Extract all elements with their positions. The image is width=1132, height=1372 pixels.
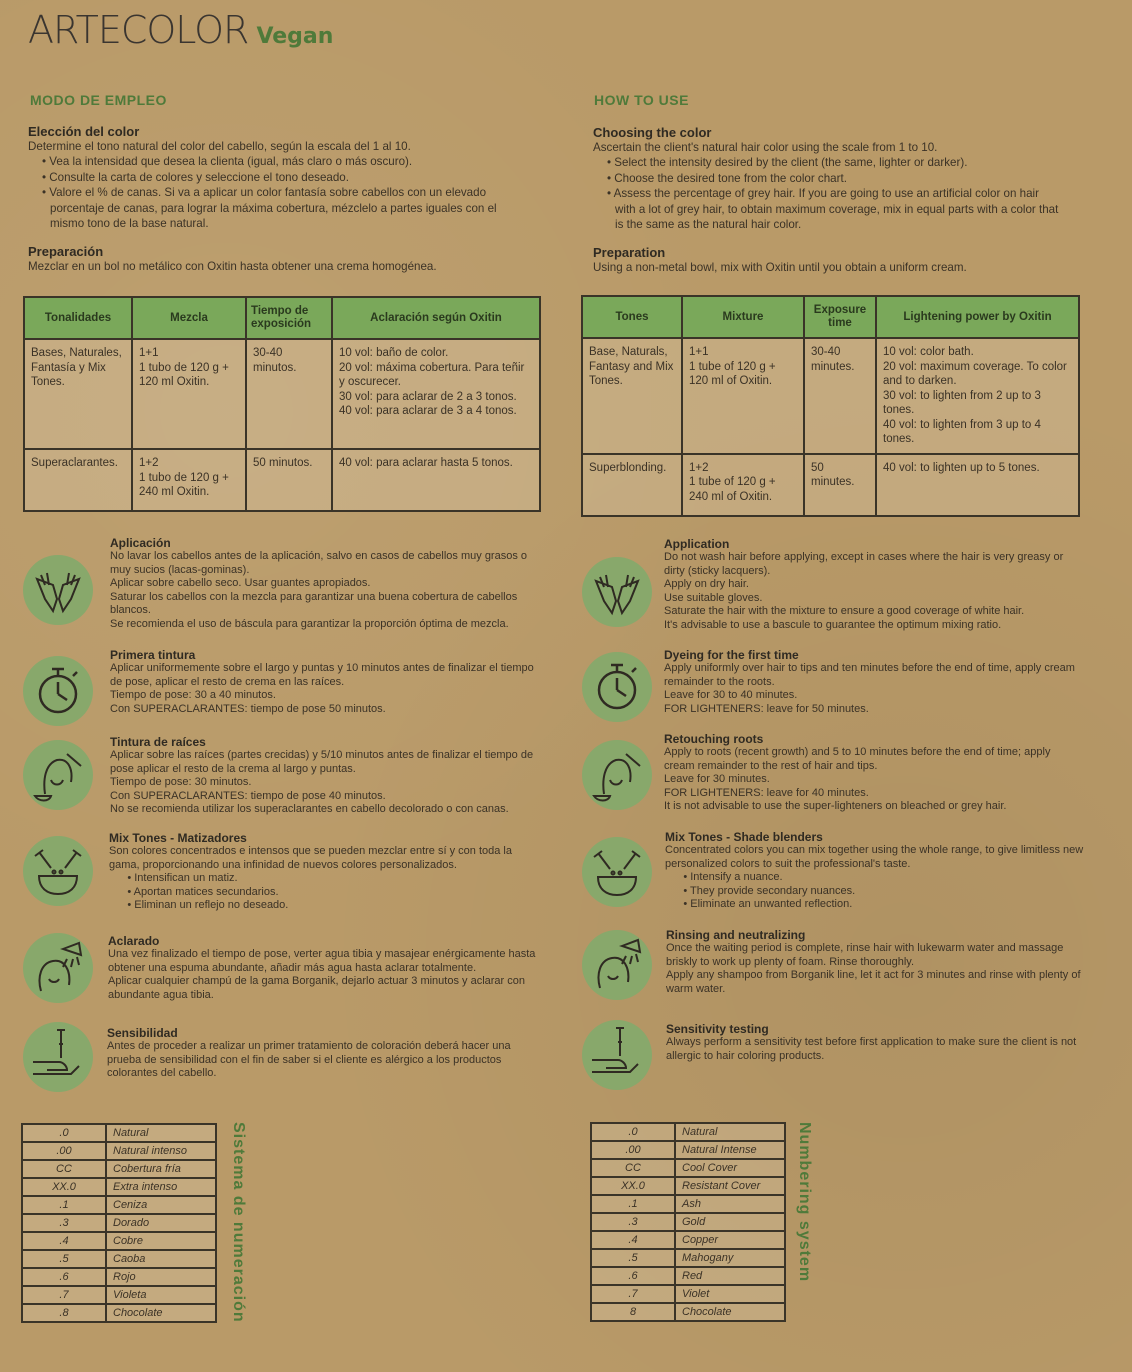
numbering-row bbox=[22, 1142, 216, 1160]
step-body: Always perform a sensitivity test before first application to make sure the client is not allergic to hair coloring products. bbox=[666, 1036, 1077, 1062]
numbering-row bbox=[591, 1249, 785, 1267]
es-prep-title: Preparación bbox=[28, 243, 104, 259]
numbering-name: Caoba bbox=[106, 1250, 216, 1268]
timer-icon bbox=[582, 652, 652, 722]
numbering-row bbox=[591, 1159, 785, 1177]
numbering-name: Cobre bbox=[106, 1232, 216, 1250]
table-cell: Base, Naturals, Fantasy and Mix Tones. bbox=[582, 338, 682, 454]
table-cell: 1+1 1 tubo de 120 g + 120 ml Oxitin. bbox=[132, 339, 246, 449]
step-body: Apply to roots (recent growth) and 5 to 10 minutes before the end of time; apply cream remainder to the rest of hair and tips. Leave for 30 minutes. FOR LIGHTENERS: leave for 40 minutes. It is not advisable to use the super-lighteners on bleached or grey hair. bbox=[664, 746, 1051, 813]
numbering-code: .7 bbox=[22, 1286, 106, 1304]
numbering-name: Mahogany bbox=[675, 1249, 785, 1267]
step-title: Sensitivity testing bbox=[666, 1022, 769, 1036]
numbering-name: Natural bbox=[675, 1123, 785, 1141]
table-row bbox=[582, 338, 1079, 454]
numbering-code: CC bbox=[591, 1159, 675, 1177]
es-choosing-title: Elección del color bbox=[28, 124, 140, 139]
numbering-name: Gold bbox=[675, 1213, 785, 1231]
timer-icon bbox=[23, 656, 93, 726]
es-step bbox=[107, 1026, 539, 1081]
root-application-icon bbox=[23, 740, 93, 810]
table-header: Mezcla bbox=[132, 297, 246, 339]
step-title: Application bbox=[664, 537, 730, 551]
brand-logo bbox=[28, 8, 333, 52]
numbering-row bbox=[591, 1231, 785, 1249]
table-header: Mixture bbox=[682, 296, 804, 338]
table-cell: Bases, Naturales, Fantasía y Mix Tones. bbox=[24, 339, 132, 449]
brand-name: ARTECOLOR bbox=[28, 8, 249, 52]
numbering-row bbox=[591, 1195, 785, 1213]
step-body: Apply uniformly over hair to tips and ten minutes before the end of time, apply cream remainder to the roots. Leave for 30 to 40 minutes. FOR LIGHTENERS: leave for 50 minutes. bbox=[664, 662, 1075, 715]
table-cell: Superaclarantes. bbox=[24, 449, 132, 511]
numbering-code: .1 bbox=[591, 1195, 675, 1213]
en-numbering-title: Numbering system bbox=[796, 1122, 813, 1283]
numbering-name: Chocolate bbox=[106, 1304, 216, 1322]
table-cell: 10 vol: baño de color. 20 vol: máxima cobertura. Para teñir y oscurecer. 30 vol: para aclarar de 2 a 3 tonos. 40 vol: para aclarar de 3 a 4 tonos. bbox=[332, 339, 540, 449]
gloves-icon bbox=[582, 557, 652, 627]
es-step bbox=[110, 536, 540, 632]
step-title: Mix Tones - Shade blenders bbox=[665, 830, 823, 844]
table-header: Lightening power by Oxitin bbox=[876, 296, 1079, 338]
numbering-code: 8 bbox=[591, 1303, 675, 1321]
numbering-name: Extra intenso bbox=[106, 1178, 216, 1196]
en-numbering-table bbox=[590, 1122, 786, 1322]
numbering-code: .7 bbox=[591, 1285, 675, 1303]
step-body: Concentrated colors you can mix together using the whole range, to give limitless new personalized colors to suit the professional's taste. • Intensify a nuance. • They provide secondary nuances. • Eliminate an unwanted reflection. bbox=[665, 844, 1084, 911]
numbering-name: Ceniza bbox=[106, 1196, 216, 1214]
en-step bbox=[664, 732, 1084, 814]
numbering-row bbox=[22, 1160, 216, 1178]
es-step bbox=[109, 831, 539, 913]
numbering-name: Resistant Cover bbox=[675, 1177, 785, 1195]
numbering-code: .0 bbox=[22, 1124, 106, 1142]
numbering-row bbox=[22, 1232, 216, 1250]
table-cell: Superblonding. bbox=[582, 454, 682, 516]
table-cell: 40 vol: to lighten up to 5 tones. bbox=[876, 454, 1079, 516]
numbering-name: Cobertura fría bbox=[106, 1160, 216, 1178]
es-prep-text: Mezclar en un bol no metálico con Oxitin hasta obtener una crema homogénea. bbox=[28, 259, 437, 273]
sensitivity-test-icon bbox=[582, 1020, 652, 1090]
table-cell: 1+1 1 tube of 120 g + 120 ml of Oxitin. bbox=[682, 338, 804, 454]
table-cell: 10 vol: color bath. 20 vol: maximum coverage. To color and to darken. 30 vol: to lighten from 2 up to 3 tones. 40 vol: to lighten from 3 up to 4 tones. bbox=[876, 338, 1079, 454]
en-choosing-title: Choosing the color bbox=[593, 125, 712, 140]
numbering-row bbox=[591, 1213, 785, 1231]
step-title: Mix Tones - Matizadores bbox=[109, 831, 247, 845]
numbering-name: Natural Intense bbox=[675, 1141, 785, 1159]
numbering-row bbox=[591, 1267, 785, 1285]
en-step bbox=[664, 537, 1084, 633]
step-body: Una vez finalizado el tiempo de pose, verter agua tibia y masajear enérgicamente hasta obtener una espuma abundante, añadir más agua hasta aclarar totalmente. Aplicar cualquier champú de la gama Borganik, dejarlo actuar 3 minutos y aclarar con abundante agua tibia. bbox=[108, 948, 536, 1001]
numbering-row bbox=[22, 1268, 216, 1286]
step-title: Tintura de raíces bbox=[110, 735, 206, 749]
table-header: Exposure time bbox=[804, 296, 876, 338]
mix-bowl-icon bbox=[23, 836, 93, 906]
en-prep-text: Using a non-metal bowl, mix with Oxitin until you obtain a uniform cream. bbox=[593, 260, 967, 274]
numbering-code: .5 bbox=[22, 1250, 106, 1268]
step-body: Son colores concentrados e intensos que se pueden mezclar entre sí y con toda la gama, proporcionando una infinidad de nuevos colores personalizados. • Intensifican un matiz. • Aportan matices secundarios. • Eliminan un reflejo no deseado. bbox=[109, 845, 512, 912]
table-header: Tones bbox=[582, 296, 682, 338]
numbering-code: .00 bbox=[22, 1142, 106, 1160]
numbering-code: .5 bbox=[591, 1249, 675, 1267]
en-bullet: • Assess the percentage of grey hair. If you are going to use an artificial color on hair with a lot of grey hair, to obtain maximum coverage, mix in equal parts with a color that is the same as the natural hair color. bbox=[607, 187, 1059, 231]
en-section-title: HOW TO USE bbox=[594, 92, 689, 108]
es-step bbox=[110, 735, 540, 817]
rinse-icon bbox=[23, 933, 93, 1003]
en-step bbox=[665, 830, 1085, 912]
step-title: Primera tintura bbox=[110, 648, 196, 662]
es-mixing-table bbox=[23, 296, 541, 512]
numbering-row bbox=[22, 1196, 216, 1214]
numbering-code: .4 bbox=[591, 1231, 675, 1249]
step-title: Rinsing and neutralizing bbox=[666, 928, 806, 942]
es-bullet: • Consulte la carta de colores y seleccione el tono deseado. bbox=[42, 170, 349, 184]
numbering-row bbox=[22, 1304, 216, 1322]
step-title: Dyeing for the first time bbox=[664, 648, 799, 662]
numbering-row bbox=[591, 1177, 785, 1195]
table-row bbox=[24, 449, 540, 511]
numbering-code: .4 bbox=[22, 1232, 106, 1250]
numbering-code: .0 bbox=[591, 1123, 675, 1141]
numbering-name: Cool Cover bbox=[675, 1159, 785, 1177]
step-body: Aplicar sobre las raíces (partes crecidas) y 5/10 minutos antes de finalizar el tiempo de pose aplicar el resto de la crema al largo y puntas. Tiempo de pose: 30 minutos. Con SUPERACLARANTES: tiempo de pose 40 minutos. No se recomienda utilizar los superaclarantes en cabello decolorado o con canas. bbox=[110, 749, 534, 816]
numbering-code: CC bbox=[22, 1160, 106, 1178]
numbering-code: .6 bbox=[591, 1267, 675, 1285]
numbering-row bbox=[22, 1214, 216, 1232]
es-section-title: MODO DE EMPLEO bbox=[30, 92, 167, 108]
table-row bbox=[582, 454, 1079, 516]
table-header: Tonalidades bbox=[24, 297, 132, 339]
step-title: Sensibilidad bbox=[107, 1026, 178, 1040]
es-step bbox=[110, 648, 540, 716]
es-bullet: • Vea la intensidad que desea la clienta (igual, más claro o más oscuro). bbox=[42, 155, 413, 168]
en-step bbox=[666, 928, 1086, 996]
numbering-name: Dorado bbox=[106, 1214, 216, 1232]
step-body: Antes de proceder a realizar un primer tratamiento de coloración deberá hacer una prueba de sensibilidad con el fin de saber si el cliente es alérgico a los productos colorantes del cabello. bbox=[107, 1040, 511, 1080]
numbering-row bbox=[591, 1141, 785, 1159]
en-prep-title: Preparation bbox=[593, 244, 666, 260]
numbering-row bbox=[591, 1123, 785, 1141]
numbering-code: .1 bbox=[22, 1196, 106, 1214]
rinse-icon bbox=[582, 930, 652, 1000]
numbering-name: Natural bbox=[106, 1124, 216, 1142]
numbering-row bbox=[591, 1285, 785, 1303]
en-step bbox=[666, 1022, 1086, 1063]
en-bullet: • Choose the desired tone from the color chart. bbox=[607, 171, 847, 185]
step-body: Once the waiting period is complete, rinse hair with lukewarm water and massage briskly to work up plenty of foam. Rinse thoroughly. Apply any shampoo from Borganik line, let it act for 3 minutes and rinse with plenty of warm water. bbox=[666, 942, 1081, 995]
step-title: Aplicación bbox=[110, 536, 171, 550]
root-application-icon bbox=[582, 740, 652, 810]
numbering-row bbox=[22, 1124, 216, 1142]
numbering-name: Red bbox=[675, 1267, 785, 1285]
numbering-name: Chocolate bbox=[675, 1303, 785, 1321]
en-mixing-table bbox=[581, 295, 1080, 517]
gloves-icon bbox=[23, 555, 93, 625]
numbering-row bbox=[22, 1286, 216, 1304]
numbering-name: Violeta bbox=[106, 1286, 216, 1304]
en-choosing-text: Ascertain the client's natural hair color using the scale from 1 to 10. bbox=[593, 141, 938, 154]
es-bullet: • Valore el % de canas. Si va a aplicar un color fantasía sobre cabellos con un elevado porcentaje de canas, para lograr la máxima cobertura, mézclelo a partes iguales con el mismo tono de la base natural. bbox=[42, 186, 497, 230]
numbering-row bbox=[22, 1250, 216, 1268]
numbering-name: Violet bbox=[675, 1285, 785, 1303]
table-cell: 1+2 1 tubo de 120 g + 240 ml Oxitin. bbox=[132, 449, 246, 511]
numbering-name: Natural intenso bbox=[106, 1142, 216, 1160]
es-choosing-text: Determine el tono natural del color del cabello, según la escala del 1 al 10. bbox=[28, 140, 411, 153]
numbering-code: .00 bbox=[591, 1141, 675, 1159]
table-cell: 1+2 1 tube of 120 g + 240 ml of Oxitin. bbox=[682, 454, 804, 516]
en-bullet-list bbox=[593, 155, 1060, 233]
es-numbering-title: Sistema de numeración bbox=[230, 1122, 247, 1323]
numbering-code: .8 bbox=[22, 1304, 106, 1322]
es-step bbox=[108, 934, 540, 1002]
step-title: Retouching roots bbox=[664, 732, 764, 746]
numbering-code: .6 bbox=[22, 1268, 106, 1286]
table-row bbox=[24, 339, 540, 449]
step-body: No lavar los cabellos antes de la aplicación, salvo en casos de cabellos muy grasos o muy sucios (lacas-gominas). Aplicar sobre cabello seco. Usar guantes apropiados. Saturar los cabellos con la mezcla para garantizar una buena cobertura de cabellos blancos. Se recomienda el uso de báscula para garantizar la proporción óptima de mezcla. bbox=[110, 550, 528, 630]
es-numbering-table bbox=[21, 1123, 217, 1323]
sensitivity-test-icon bbox=[23, 1022, 93, 1092]
numbering-code: .3 bbox=[591, 1213, 675, 1231]
numbering-row bbox=[22, 1178, 216, 1196]
numbering-name: Copper bbox=[675, 1231, 785, 1249]
step-body: Do not wash hair before applying, except in cases where the hair is very greasy or dirty (sticky lacquers). Apply on dry hair. Use suitable gloves. Saturate the hair with the mixture to ensure a good coverage of white hair. It's advisable to use a bascule to guarantee the optimum mixing ratio. bbox=[664, 551, 1064, 631]
en-choosing-block bbox=[593, 125, 1083, 275]
vegan-label: Vegan bbox=[256, 24, 334, 49]
table-header: Tiempo de exposición bbox=[246, 297, 332, 339]
numbering-code: .3 bbox=[22, 1214, 106, 1232]
table-cell: 30-40 minutos. bbox=[246, 339, 332, 449]
en-step bbox=[664, 648, 1084, 716]
table-cell: 50 minutos. bbox=[246, 449, 332, 511]
table-cell: 50 minutes. bbox=[804, 454, 876, 516]
step-title: Aclarado bbox=[108, 934, 160, 948]
numbering-name: Ash bbox=[675, 1195, 785, 1213]
es-choosing-block bbox=[28, 124, 548, 274]
numbering-code: XX.0 bbox=[591, 1177, 675, 1195]
table-cell: 40 vol: para aclarar hasta 5 tonos. bbox=[332, 449, 540, 511]
table-header: Aclaración según Oxitin bbox=[332, 297, 540, 339]
mix-bowl-icon bbox=[582, 837, 652, 907]
numbering-code: XX.0 bbox=[22, 1178, 106, 1196]
table-cell: 30-40 minutes. bbox=[804, 338, 876, 454]
numbering-name: Rojo bbox=[106, 1268, 216, 1286]
numbering-row bbox=[591, 1303, 785, 1321]
es-bullet-list bbox=[28, 154, 520, 232]
en-bullet: • Select the intensity desired by the client (the same, lighter or darker). bbox=[607, 156, 968, 169]
step-body: Aplicar uniformemente sobre el largo y puntas y 10 minutos antes de finalizar el tiempo de pose, aplicar el resto de crema en las raíces. Tiempo de pose: 30 a 40 minutos. Con SUPERACLARANTES: tiempo de pose 50 minutos. bbox=[110, 662, 534, 715]
